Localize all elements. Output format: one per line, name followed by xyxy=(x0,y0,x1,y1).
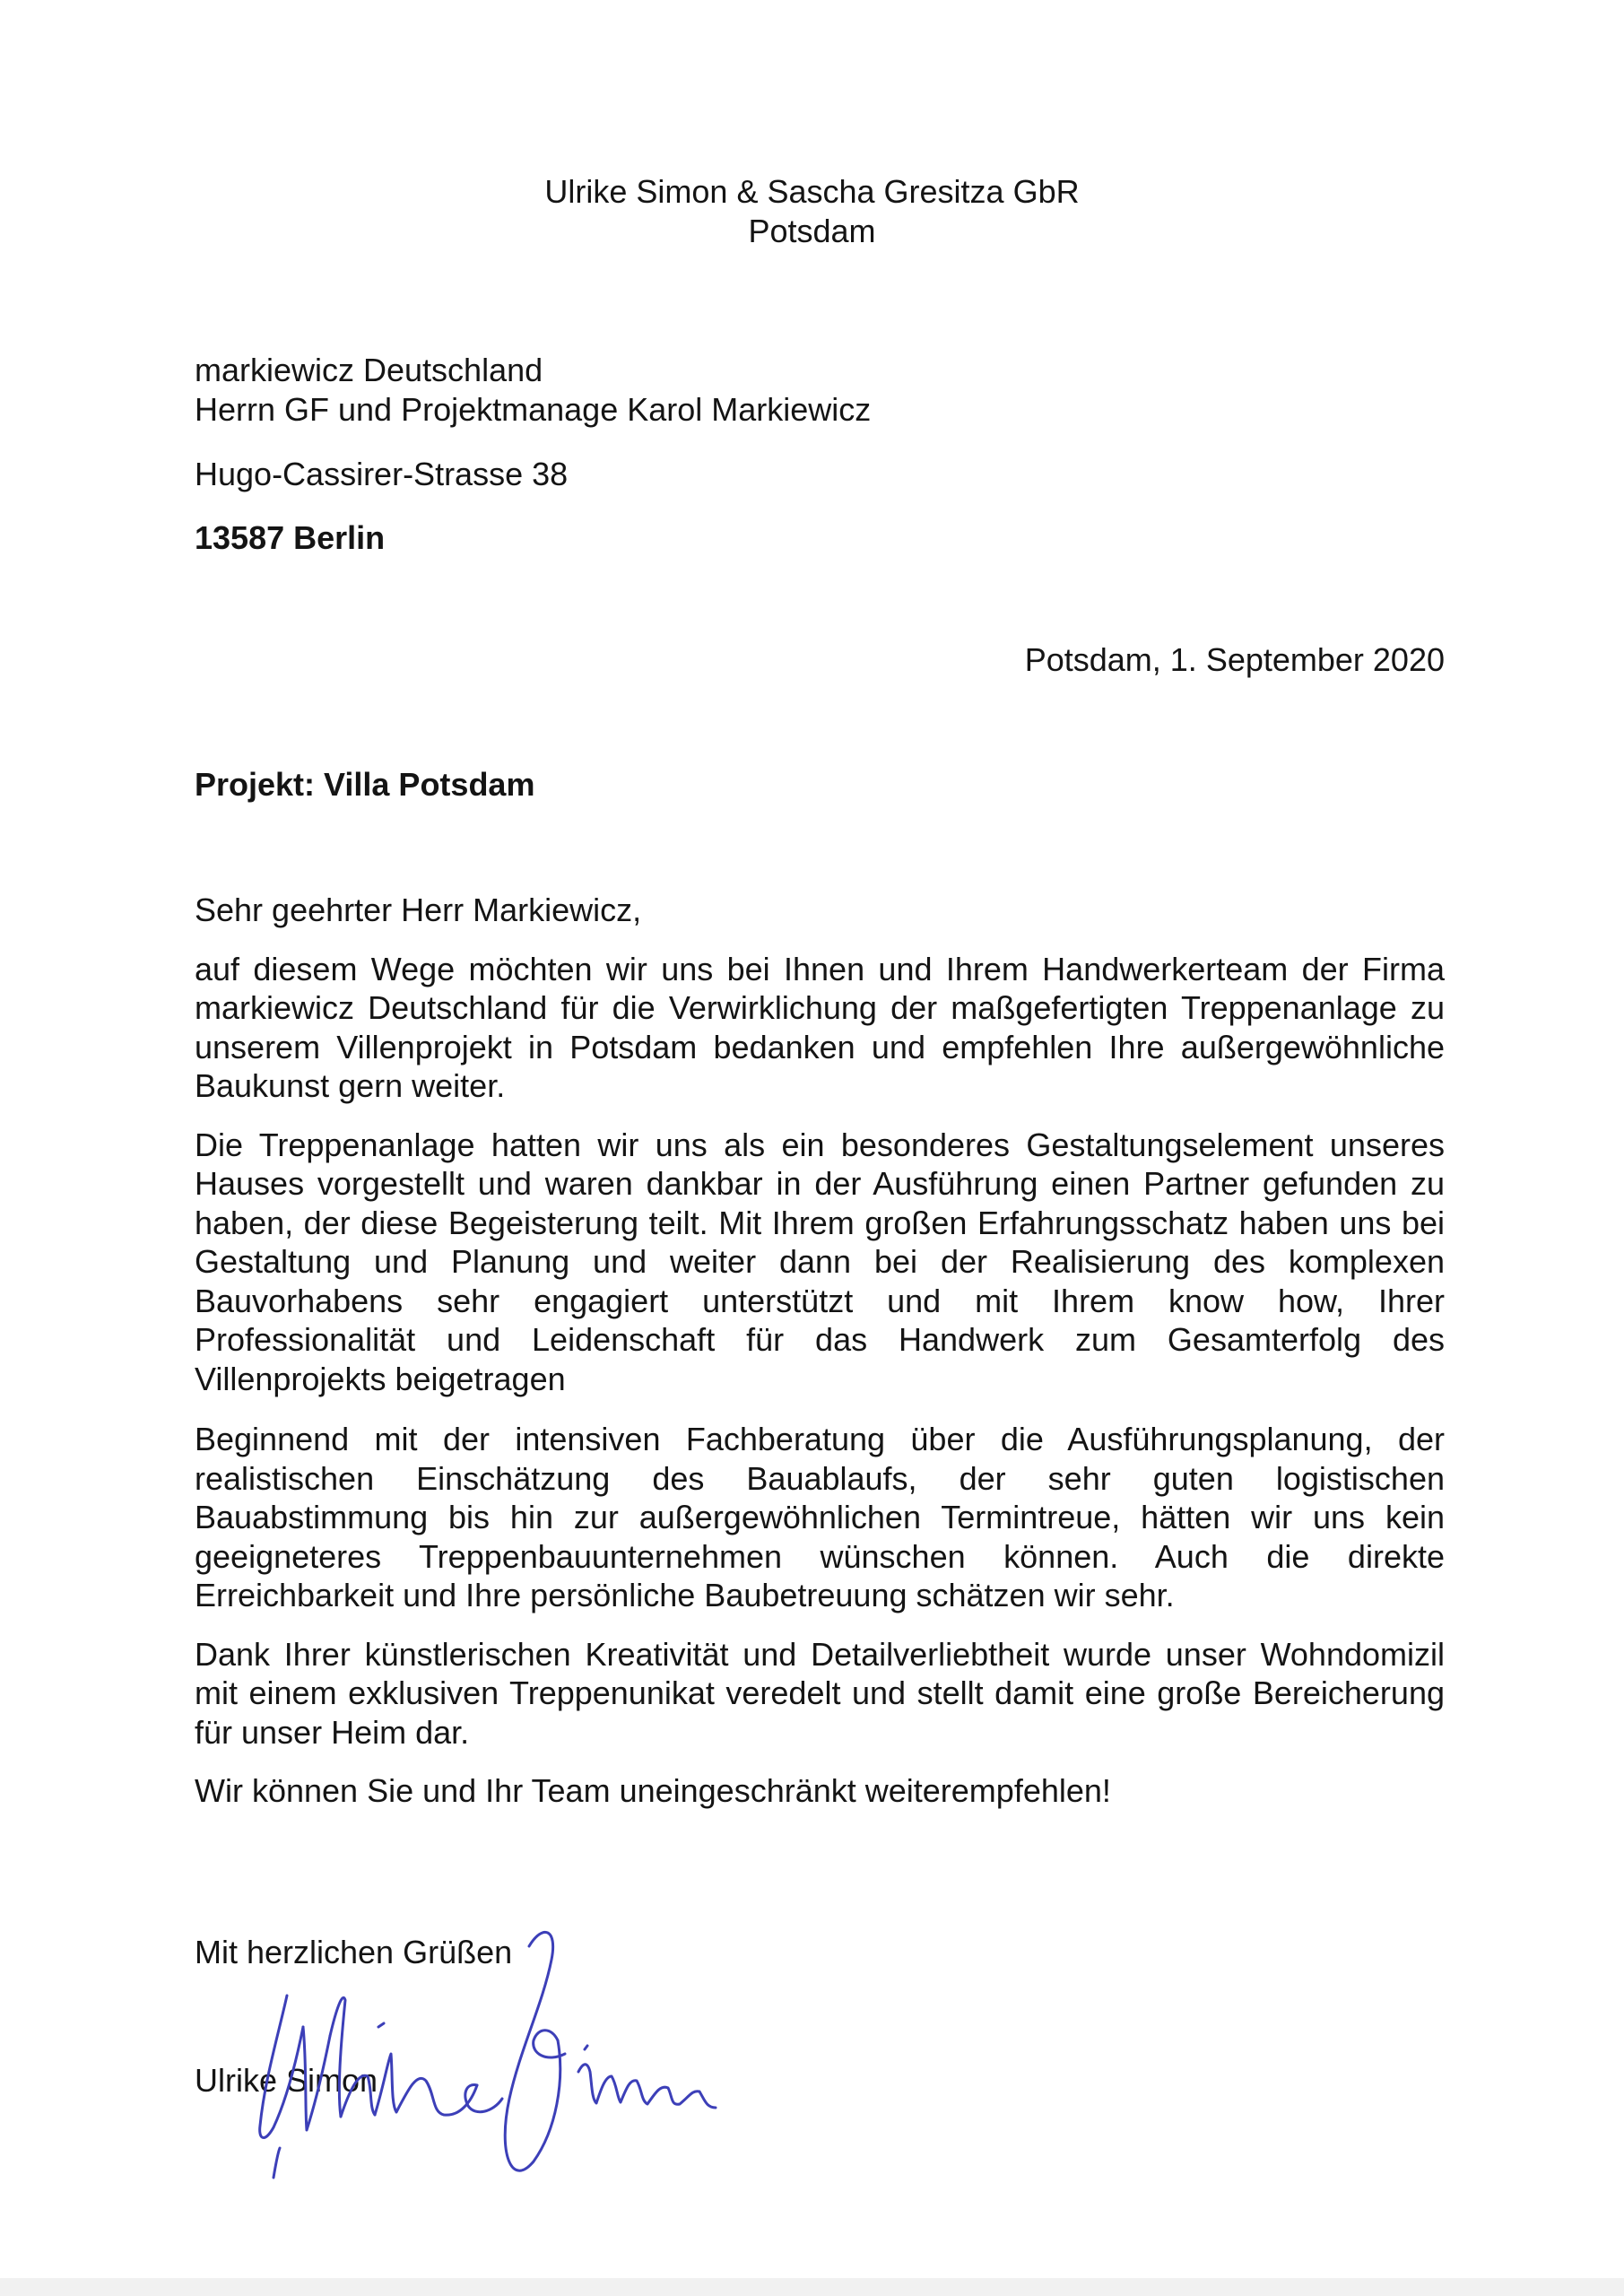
body-paragraph: Beginnend mit der intensiven Fachberatung über die Ausführungsplanung, der realistischen Einschätzung des Bauablaufs, der sehr guten logistischen Bauabstimmung bis hin zur außergewöhnlichen Termintreue, hätten wir uns kein geeigneteres Treppenbauunternehmen wünschen können. Auch die direkte Erreichbarkeit und Ihre persönliche Baubetreuung schätzen wir sehr. xyxy=(195,1421,1445,1613)
letter-date: Potsdam, 1. September 2020 xyxy=(1024,641,1445,678)
recipient-postal-city: 13587 Berlin xyxy=(195,519,386,556)
recipient-attention: Herrn GF und Projektmanage Karol Markiewicz xyxy=(195,391,872,428)
letter-body xyxy=(195,891,1445,1831)
page-edge xyxy=(0,2278,1624,2296)
body-paragraph: Die Treppenanlage hatten wir uns als ein besonderes Gestaltungselement unseres Hauses vorgestellt und waren dankbar in der Ausführung einen Partner gefunden zu haben, der diese Begeisterung teilt. Mit Ihrem großen Erfahrungsschatz haben uns bei Gestaltung und Planung und weiter dann bei der Realisierung des komplexen Bauvorhabens sehr engagiert unterstützt und mit Ihrem know how, Ihrer Professionalität und Leidenschaft für das Handwerk zum Gesamterfolg des Villenprojekts beigetragen xyxy=(195,1126,1445,1397)
sender-block xyxy=(0,172,1624,251)
salutation: Sehr geehrter Herr Markiewicz, xyxy=(195,891,642,928)
recipient-street: Hugo-Cassirer-Strasse 38 xyxy=(195,456,569,492)
recipient-company: markiewicz Deutschland xyxy=(195,352,543,388)
sender-city: Potsdam xyxy=(748,213,876,249)
recipient-address xyxy=(195,351,871,558)
body-paragraph: Wir können Sie und Ihr Team uneingeschränkt weiterempfehlen! xyxy=(195,1772,1111,1809)
body-paragraph: auf diesem Wege möchten wir uns bei Ihnen und Ihrem Handwerkerteam der Firma markiewicz Deutschland für die Verwirklichung der maßgefertigten Treppenanlage zu unserem Villenprojekt in Potsdam bedanken und empfehlen Ihre außergewöhnliche Baukunst gern weiter. xyxy=(195,950,1445,1104)
sender-name: Ulrike Simon & Sascha Gresitza GbR xyxy=(544,173,1080,210)
handwritten-signature xyxy=(224,1892,762,2188)
closing-phrase: Mit herzlichen Grüßen xyxy=(195,1934,513,1970)
body-paragraph: Dank Ihrer künstlerischen Kreativität und Detailverliebtheit wurde unser Wohndomizil mit einem exklusiven Treppenunikat veredelt und stellt damit eine große Bereicherung für unser Heim dar. xyxy=(195,1635,1445,1751)
letter-subject: Projekt: Villa Potsdam xyxy=(195,766,535,803)
signer-name: Ulrike Simon xyxy=(195,2062,378,2099)
